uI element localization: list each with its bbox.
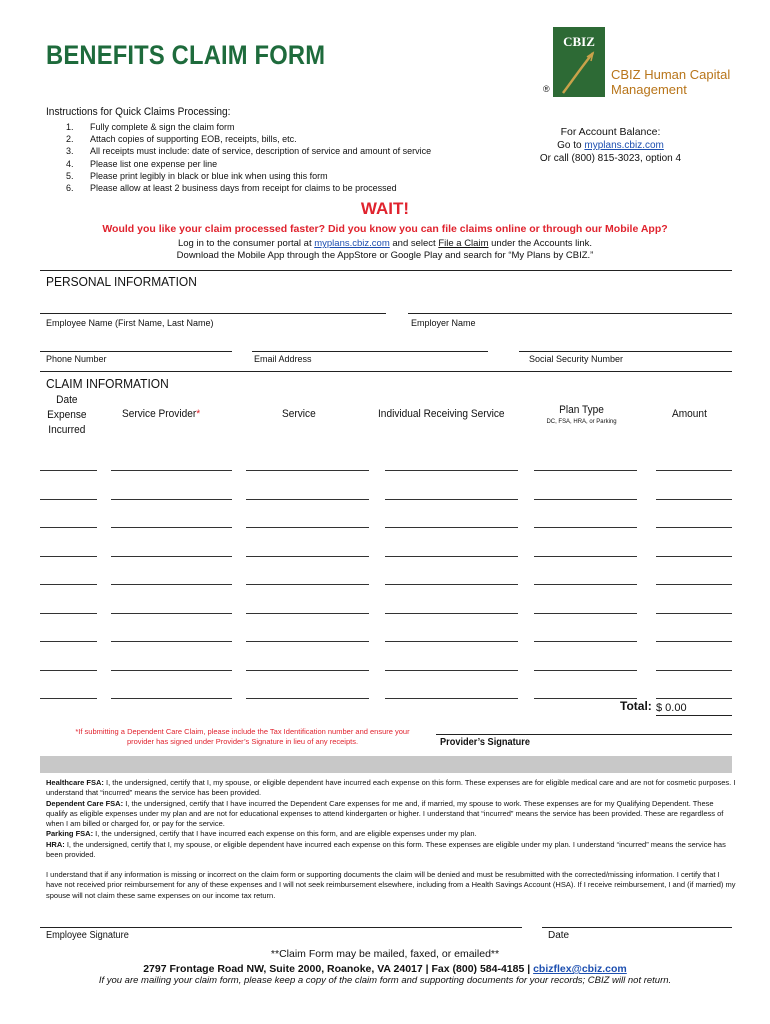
- item-number: 1.: [66, 122, 74, 132]
- item-text: All receipts must include: date of service, description of service and amount of service: [90, 146, 432, 157]
- employer-name-line[interactable]: [408, 313, 732, 314]
- phone-line[interactable]: [40, 351, 232, 352]
- claim-provider-field[interactable]: [111, 584, 232, 585]
- claim-plan-field[interactable]: [534, 499, 637, 500]
- col-amount-header: Amount: [672, 408, 707, 420]
- claim-provider-field[interactable]: [111, 470, 232, 471]
- portal-link[interactable]: myplans.cbiz.com: [314, 238, 390, 249]
- item-number: 2.: [66, 134, 74, 145]
- item-number: 6.: [66, 183, 74, 194]
- provider-asterisk: *: [196, 408, 201, 420]
- keep-copy-note: If you are mailing your claim form, please keep a copy of the claim form and supporting documents for your records; CBIZ will not return.: [98, 975, 672, 986]
- employee-name-line[interactable]: [40, 313, 386, 314]
- claim-date-field[interactable]: [40, 670, 97, 671]
- goto-prefix: Go to: [557, 140, 585, 151]
- claim-service-field[interactable]: [246, 527, 369, 528]
- claim-amount-field[interactable]: [656, 613, 732, 614]
- healthcare-cert: [46, 778, 736, 799]
- employee-signature-line[interactable]: [40, 927, 522, 928]
- parking-cert: [46, 829, 736, 839]
- claim-individual-field[interactable]: [385, 584, 518, 585]
- hra-cert: [46, 840, 736, 861]
- gray-divider-bar: [40, 756, 732, 773]
- login-text-b: and select: [389, 238, 439, 249]
- dependent-care-note: *If submitting a Dependent Care Claim, please include the Tax Identification number and ensure your provider has signed under Provider’s Signature in lieu of any receipts.: [75, 727, 410, 746]
- email-label: Email Address: [254, 354, 312, 364]
- item-text: Please list one expense per line: [90, 158, 218, 169]
- personal-info-heading: PERSONAL INFORMATION: [46, 274, 197, 289]
- wait-heading: WAIT!: [360, 199, 410, 218]
- myplans-link[interactable]: myplans.cbiz.com: [584, 140, 664, 151]
- claim-individual-field[interactable]: [385, 641, 518, 642]
- col-provider-header: [122, 408, 200, 420]
- claim-amount-field[interactable]: [656, 584, 732, 585]
- item-number: 5.: [66, 170, 74, 181]
- claim-amount-field[interactable]: [656, 556, 732, 557]
- claim-amount-field[interactable]: [656, 527, 732, 528]
- date-line[interactable]: [542, 927, 732, 928]
- employee-name-label: Employee Name (First Name, Last Name): [46, 318, 214, 328]
- col-date-line-1: Date: [56, 394, 78, 406]
- col-date-header: [42, 393, 92, 438]
- total-label: Total:: [620, 699, 652, 713]
- logo-swoosh-icon: [553, 47, 605, 97]
- ssn-label: Social Security Number: [529, 354, 624, 364]
- brand-name: [611, 67, 730, 97]
- col-date-line-2: Expense: [47, 409, 87, 421]
- claim-amount-field[interactable]: [656, 641, 732, 642]
- claim-provider-field[interactable]: [111, 613, 232, 614]
- claim-date-field[interactable]: [40, 499, 97, 500]
- wait-login-text: [0, 238, 770, 249]
- claim-service-field[interactable]: [246, 698, 369, 699]
- claim-provider-field[interactable]: [111, 527, 232, 528]
- hra-text: I, the undersigned, certify that I, my spouse, or eligible dependent have incurred each expense on this form. These expenses are eligible under my plan. I understand “incurred” means the service has been provided.: [46, 839, 726, 860]
- claim-plan-field[interactable]: [534, 613, 637, 614]
- mail-note: **Claim Form may be mailed, faxed, or emailed**: [270, 948, 500, 960]
- total-line: [656, 715, 732, 716]
- claim-service-field[interactable]: [246, 470, 369, 471]
- claim-individual-field[interactable]: [385, 698, 518, 699]
- claim-date-field[interactable]: [40, 698, 97, 699]
- item-text: Please allow at least 2 business days from receipt for claims to be processed: [90, 183, 397, 194]
- claim-amount-field[interactable]: [656, 670, 732, 671]
- account-phone: Or call (800) 815-3023, option 4: [539, 153, 682, 164]
- claim-provider-field[interactable]: [111, 499, 232, 500]
- claim-provider-field[interactable]: [111, 641, 232, 642]
- list-item: [66, 133, 431, 145]
- claim-date-field[interactable]: [40, 556, 97, 557]
- col-date-line-3: Incurred: [48, 424, 86, 436]
- item-number: 4.: [66, 158, 74, 169]
- parking-label: Parking FSA:: [46, 829, 94, 839]
- claim-individual-field[interactable]: [385, 470, 518, 471]
- account-heading: For Account Balance:: [560, 126, 661, 138]
- claim-amount-field[interactable]: [656, 499, 732, 500]
- address-text: 2797 Frontage Road NW, Suite 2000, Roanoke, VA 24017 | Fax (800) 584-4185 |: [143, 963, 534, 975]
- total-value[interactable]: $ 0.00: [656, 702, 687, 714]
- logo-text: CBIZ: [563, 34, 595, 49]
- col-individual-header: Individual Receiving Service: [378, 408, 505, 420]
- item-number: 3.: [66, 146, 74, 157]
- brand-line-1: CBIZ Human Capital: [611, 67, 731, 82]
- claim-service-field[interactable]: [246, 584, 369, 585]
- claim-plan-field[interactable]: [534, 556, 637, 557]
- section-divider: [40, 371, 732, 372]
- claim-date-field[interactable]: [40, 584, 97, 585]
- claim-date-field[interactable]: [40, 613, 97, 614]
- claim-amount-field[interactable]: [656, 698, 732, 699]
- claim-date-field[interactable]: [40, 527, 97, 528]
- hra-label: HRA:: [46, 839, 65, 849]
- claim-plan-field[interactable]: [534, 584, 637, 585]
- claim-provider-field[interactable]: [111, 670, 232, 671]
- claim-amount-field[interactable]: [656, 470, 732, 471]
- list-item: [66, 145, 431, 157]
- email-link[interactable]: cbizflex@cbiz.com: [533, 963, 627, 975]
- claim-provider-field[interactable]: [111, 698, 232, 699]
- claim-individual-field[interactable]: [385, 556, 518, 557]
- file-claim-text: File a Claim: [438, 238, 489, 249]
- dependent-label: Dependent Care FSA:: [46, 798, 124, 808]
- claim-individual-field[interactable]: [385, 613, 518, 614]
- col-plan-header: [530, 404, 633, 425]
- form-title: BENEFITS CLAIM FORM: [46, 40, 326, 70]
- certification-text: [46, 778, 736, 860]
- claim-service-field[interactable]: [246, 499, 369, 500]
- claim-service-field[interactable]: [246, 613, 369, 614]
- claim-date-field[interactable]: [40, 641, 97, 642]
- claim-service-field[interactable]: [246, 556, 369, 557]
- col-plan-sub: DC, FSA, HRA, or Parking: [546, 418, 617, 425]
- item-text: Fully complete & sign the claim form: [90, 122, 235, 132]
- dependent-text: I, the undersigned, certify that I have incurred the Dependent Care expenses for me and, if married, my spouse to work. These expenses are for my Qualifying Dependent. These qualify as eligible expenses under my plan and are not for educational expenses to attend kindergarten or higher. I understand that “incurred” means the service has been provided. These are regardless of when I am billed or charged for, or pay for the service.: [46, 798, 724, 829]
- claim-plan-field[interactable]: [534, 527, 637, 528]
- account-balance-box: [527, 126, 694, 165]
- claim-individual-field[interactable]: [385, 670, 518, 671]
- instructions-list: [66, 121, 431, 194]
- section-divider: [40, 270, 732, 271]
- brand-line-2: Management: [611, 82, 687, 97]
- claim-date-field[interactable]: [40, 470, 97, 471]
- col-provider-text: Service Provider: [122, 408, 197, 420]
- instructions-heading: Instructions for Quick Claims Processing:: [46, 106, 231, 118]
- claim-plan-field[interactable]: [534, 670, 637, 671]
- parking-text: I, the undersigned, certify that I have incurred each expense on this form, and are eligible expenses under my plan.: [93, 829, 477, 839]
- list-item: [66, 121, 431, 133]
- registered-mark: ®: [543, 84, 550, 94]
- ssn-line[interactable]: [519, 351, 732, 352]
- phone-label: Phone Number: [46, 354, 107, 364]
- provider-signature-line[interactable]: [436, 734, 732, 735]
- col-plan-text: Plan Type: [559, 404, 604, 416]
- date-label: Date: [548, 930, 570, 941]
- employee-signature-label: Employee Signature: [46, 930, 129, 941]
- email-line[interactable]: [252, 351, 488, 352]
- item-text: Attach copies of supporting EOB, receipts, bills, etc.: [90, 134, 297, 145]
- list-item: [66, 182, 431, 194]
- claim-individual-field[interactable]: [385, 499, 518, 500]
- healthcare-label: Healthcare FSA:: [46, 778, 104, 787]
- wait-question: Would you like your claim processed faster? Did you know you can file claims online or through our Mobile App?: [102, 223, 668, 235]
- healthcare-text: I, the undersigned, certify that I, my spouse, or eligible dependent have incurred each expense on this form. These expenses are for eligible medical care and are not for cosmetic purposes. I understand that “incurred” means the service has been provided.: [46, 778, 736, 798]
- list-item: [66, 158, 431, 170]
- item-text: Please print legibly in black or blue ink when using this form: [90, 170, 328, 181]
- claim-provider-field[interactable]: [111, 556, 232, 557]
- list-item: [66, 170, 431, 182]
- cbiz-logo: [553, 27, 605, 97]
- dependent-cert: [46, 799, 736, 830]
- wait-download-text: Download the Mobile App through the AppStore or Google Play and search for “My Plans by CBIZ.”: [176, 250, 594, 261]
- account-goto: [527, 139, 694, 152]
- col-service-header: Service: [282, 408, 316, 420]
- address-line: [0, 963, 770, 975]
- claim-plan-field[interactable]: [534, 641, 637, 642]
- login-text-a: Log in to the consumer portal at: [177, 238, 315, 249]
- claim-service-field[interactable]: [246, 670, 369, 671]
- employer-name-label: Employer Name: [411, 318, 476, 328]
- claim-individual-field[interactable]: [385, 527, 518, 528]
- login-text-c: under the Accounts link.: [488, 238, 592, 249]
- claim-info-heading: CLAIM INFORMATION: [46, 376, 169, 391]
- claim-plan-field[interactable]: [534, 470, 637, 471]
- understand-text: I understand that if any information is missing or incorrect on the claim form or supporting documents the claim will be denied and must be resubmitted with the corrected/missing information. I certify that I have not received prior reimbursement for any of these expenses and I will not seek reimbursement elsewhere, including from a Health Savings Account (HSA). If I receive reimbursement, I and (if married) my spouse will not claim these same expenses on our income tax return.: [46, 870, 736, 900]
- provider-signature-label: Provider’s Signature: [440, 737, 530, 748]
- claim-service-field[interactable]: [246, 641, 369, 642]
